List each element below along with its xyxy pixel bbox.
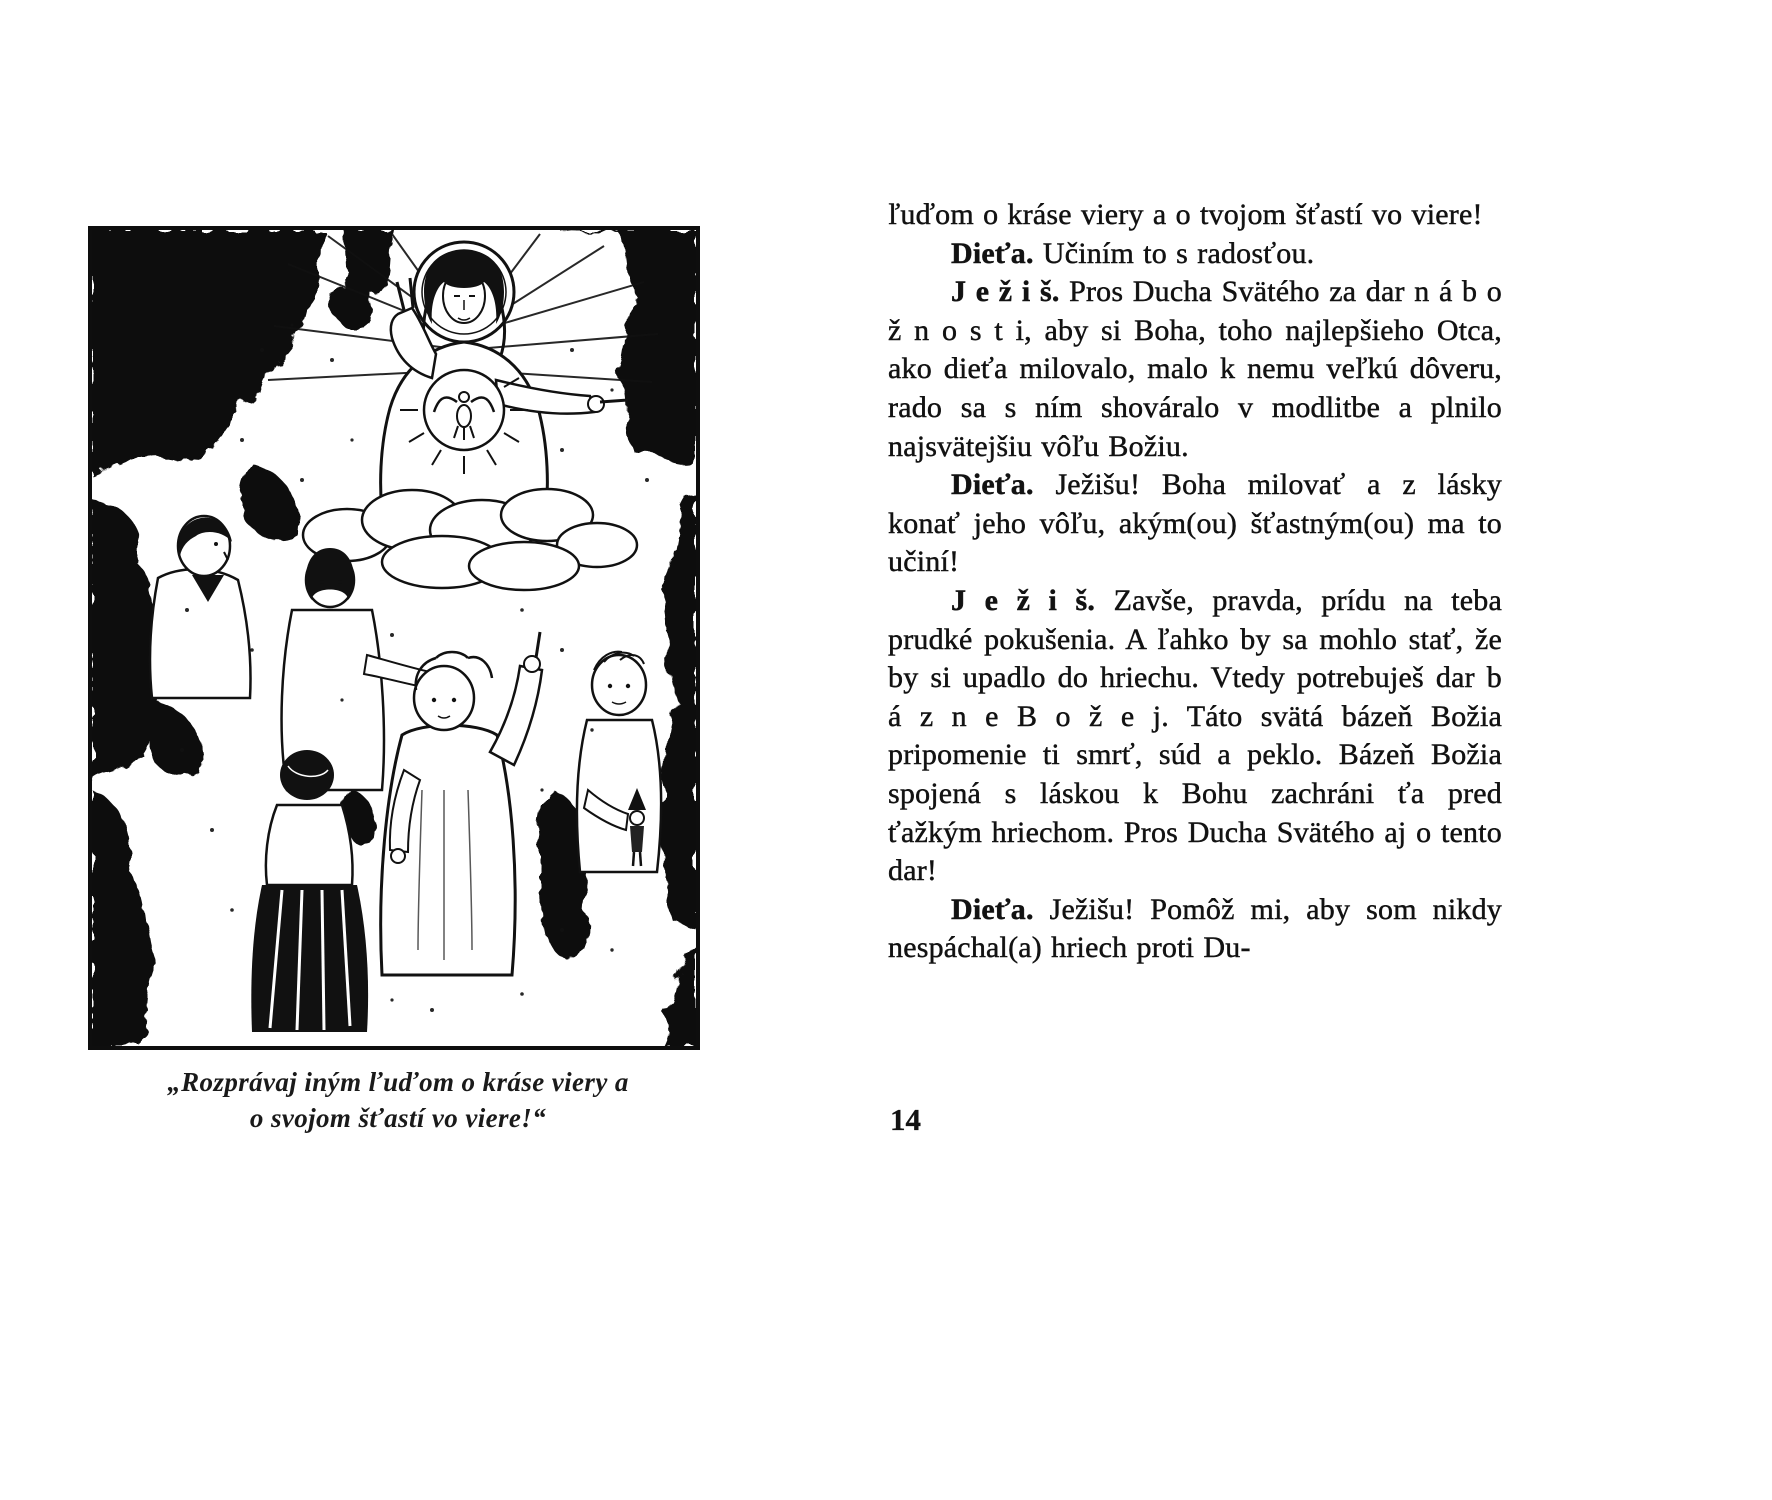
paragraph — [888, 466, 1502, 582]
paragraph — [888, 891, 1502, 968]
paragraph-text: Zavše, pravda, prídu na teba prudké pokušenia. A ľahko by sa mohlo stať, že by si upadlo do hriechu. Vtedy potrebuješ dar b á z n e B o ž e j. Táto svätá bázeň Božia pripomenie ti smrť, súd a peklo. Bázeň Božia spojená s láskou k Bohu zachráni ťa pred ťažkým hriechom. Pros Ducha Svätého aj o tento dar! — [888, 583, 1503, 888]
speaker-label: Dieťa. — [951, 892, 1034, 926]
caption-line-1: „Rozprávaj iným ľuďom o kráse viery a — [167, 1067, 629, 1097]
speaker-label: J e ž i š. — [951, 275, 1060, 309]
paragraph-text: Ježišu! Boha milovať a z lásky konať jeho vôľu, akým(ou) šťastným(ou) ma to učiní! — [888, 468, 1503, 579]
speaker-label: Dieťa. — [951, 236, 1034, 270]
paragraph-text: ľuďom o kráse viery a o tvojom šťastí vo viere! — [888, 198, 1483, 231]
caption-line-2: o svojom šťastí vo viere!“ — [249, 1103, 547, 1133]
speaker-label: Dieťa. — [951, 468, 1034, 502]
paragraph — [888, 273, 1502, 466]
illustration-frame — [88, 226, 700, 1050]
paragraph — [888, 196, 1502, 235]
paragraph-text: Ježišu! Pomôž mi, aby som nikdy nespáchal(a) hriech proti Du- — [888, 892, 1503, 965]
paragraph — [888, 235, 1502, 274]
page-number: 14 — [890, 1102, 921, 1137]
speaker-label: J e ž i š. — [951, 583, 1096, 617]
paragraph-text: Učiním to s radosťou. — [1042, 236, 1315, 270]
paragraph — [888, 582, 1502, 891]
paragraph-text: Pros Ducha Svätého za dar n á b o ž n o s t i, aby si Boha, toho najlepšieho Otca, ako dieťa milovalo, malo k nemu veľkú dôveru, rado sa s ním shováralo v modlitbe a plnilo najsvätejšiu vôľu Božiu. — [888, 275, 1502, 463]
illustration-caption — [66, 1064, 730, 1136]
body-text — [888, 196, 1502, 968]
book-illustration — [92, 230, 696, 1046]
